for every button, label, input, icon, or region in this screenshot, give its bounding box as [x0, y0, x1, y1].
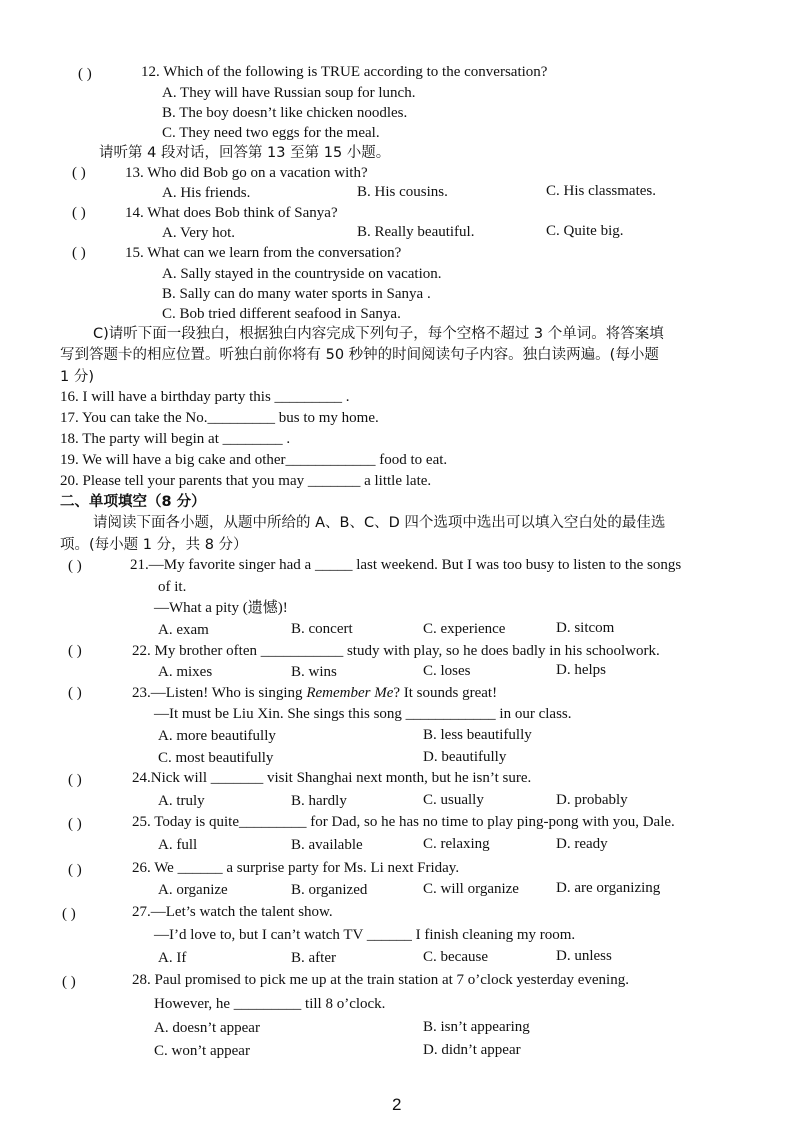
question-26-stem: 26. We ______ a surprise party for Ms. Li next Friday.: [132, 860, 460, 876]
section-2-instruction-line-1: 请阅读下面各小题，从题中所给的 A、B、C、D 四个选项中选出可以填入空白处的最佳选: [93, 515, 666, 531]
q15-option-c: C. Bob tried different seafood in Sanya.: [162, 306, 401, 322]
q22-option-c: C. loses: [423, 663, 471, 679]
part-c-instruction-line-1: C)请听下面一段独白，根据独白内容完成下列句子，每个空格不超过 3 个单词。将答案填: [93, 326, 664, 342]
q28-option-c: C. won’t appear: [154, 1043, 250, 1059]
q21-option-c: C. experience: [423, 621, 506, 637]
question-19: 19. We will have a big cake and other____________ food to eat.: [60, 452, 448, 468]
q24-option-a: A. truly: [158, 793, 205, 809]
q28-option-d: D. didn’t appear: [423, 1042, 521, 1058]
q12-option-b: B. The boy doesn’t like chicken noodles.: [162, 105, 408, 121]
q24-option-c: C. usually: [423, 792, 484, 808]
q13-option-b: B. His cousins.: [357, 184, 448, 200]
question-23-reply: —It must be Liu Xin. She sings this song ____________ in our class.: [154, 706, 572, 722]
answer-bracket-14[interactable]: ( ): [72, 205, 86, 221]
question-15-stem: 15. What can we learn from the conversation?: [125, 245, 402, 261]
answer-bracket-24[interactable]: ( ): [68, 772, 82, 788]
q23-option-d: D. beautifully: [423, 749, 507, 765]
question-17: 17. You can take the No._________ bus to my home.: [60, 410, 379, 426]
question-21-stem-cont: of it.: [158, 579, 187, 595]
q23-option-c: C. most beautifully: [158, 750, 274, 766]
question-23-stem: 23.—Listen! Who is singing Remember Me? It sounds great!: [132, 685, 498, 701]
q28-option-a: A. doesn’t appear: [154, 1020, 260, 1036]
answer-bracket-26[interactable]: ( ): [68, 862, 82, 878]
q26-option-b: B. organized: [291, 882, 368, 898]
question-13-stem: 13. Who did Bob go on a vacation with?: [125, 165, 368, 181]
q26-option-d: D. are organizing: [556, 880, 661, 896]
q21-option-b: B. concert: [291, 621, 353, 637]
q21-option-a: A. exam: [158, 622, 209, 638]
question-28-stem: 28. Paul promised to pick me up at the train station at 7 o’clock yesterday evening.: [132, 972, 629, 988]
q12-option-a: A. They will have Russian soup for lunch.: [162, 85, 416, 101]
answer-bracket-21[interactable]: ( ): [68, 558, 82, 574]
q21-option-d: D. sitcom: [556, 620, 615, 636]
answer-bracket-27[interactable]: ( ): [62, 906, 76, 922]
q26-option-a: A. organize: [158, 882, 228, 898]
q15-option-a: A. Sally stayed in the countryside on vacation.: [162, 266, 442, 282]
question-14-stem: 14. What does Bob think of Sanya?: [125, 205, 338, 221]
answer-bracket-22[interactable]: ( ): [68, 643, 82, 659]
question-21-stem: 21.—My favorite singer had a _____ last weekend. But I was too busy to listen to the songs: [130, 557, 682, 573]
q25-option-d: D. ready: [556, 836, 608, 852]
q27-option-a: A. If: [158, 950, 187, 966]
answer-bracket-12[interactable]: ( ): [78, 66, 92, 82]
answer-bracket-28[interactable]: ( ): [62, 974, 76, 990]
q14-option-c: C. Quite big.: [546, 223, 624, 239]
question-16: 16. I will have a birthday party this _________ .: [60, 389, 350, 405]
q23-option-a: A. more beautifully: [158, 728, 276, 744]
question-20: 20. Please tell your parents that you may _______ a little late.: [60, 473, 432, 489]
answer-bracket-23[interactable]: ( ): [68, 685, 82, 701]
q22-option-d: D. helps: [556, 662, 606, 678]
q25-option-b: B. available: [291, 837, 363, 853]
part-c-instruction-line-2: 写到答题卡的相应位置。听独白前你将有 50 秒钟的时间阅读句子内容。独白读两遍。(每小题: [60, 347, 659, 363]
q26-option-c: C. will organize: [423, 881, 519, 897]
section-2-instruction-line-2: 项。(每小题 1 分，共 8 分）: [60, 537, 248, 553]
q22-option-b: B. wins: [291, 664, 337, 680]
question-27-reply: —I’d love to, but I can’t watch TV ______ I finish cleaning my room.: [154, 927, 576, 943]
page-number: 2: [392, 1095, 402, 1114]
answer-bracket-25[interactable]: ( ): [68, 816, 82, 832]
question-27-stem: 27.—Let’s watch the talent show.: [132, 904, 333, 920]
question-22-stem: 22. My brother often ___________ study with play, so he does badly in his schoolwork.: [132, 643, 660, 659]
section-2-heading: 二、单项填空（8 分）: [60, 494, 206, 510]
q14-option-a: A. Very hot.: [162, 225, 236, 241]
answer-bracket-13[interactable]: ( ): [72, 165, 86, 181]
q22-option-a: A. mixes: [158, 664, 213, 680]
q14-option-b: B. Really beautiful.: [357, 224, 475, 240]
song-title: Remember Me: [306, 685, 394, 701]
question-24-stem: 24.Nick will _______ visit Shanghai next month, but he isn’t sure.: [132, 770, 532, 786]
part-c-instruction-line-3: 1 分): [60, 369, 94, 385]
q25-option-a: A. full: [158, 837, 198, 853]
q13-option-c: C. His classmates.: [546, 183, 656, 199]
question-12-stem: 12. Which of the following is TRUE according to the conversation?: [141, 64, 548, 80]
q27-option-c: C. because: [423, 949, 488, 965]
question-18: 18. The party will begin at ________ .: [60, 431, 291, 447]
q28-option-b: B. isn’t appearing: [423, 1019, 530, 1035]
q24-option-b: B. hardly: [291, 793, 347, 809]
q27-option-b: B. after: [291, 950, 336, 966]
q27-option-d: D. unless: [556, 948, 612, 964]
q15-option-b: B. Sally can do many water sports in Sanya .: [162, 286, 431, 302]
question-25-stem: 25. Today is quite_________ for Dad, so he has no time to play ping-pong with you, Dale.: [132, 814, 675, 830]
q25-option-c: C. relaxing: [423, 836, 490, 852]
question-28-stem-cont: However, he _________ till 8 o’clock.: [154, 996, 386, 1012]
question-21-reply: —What a pity (遗憾)!: [154, 600, 288, 616]
q13-option-a: A. His friends.: [162, 185, 251, 201]
q23-option-b: B. less beautifully: [423, 727, 532, 743]
answer-bracket-15[interactable]: ( ): [72, 245, 86, 261]
q12-option-c: C. They need two eggs for the meal.: [162, 125, 380, 141]
q24-option-d: D. probably: [556, 792, 628, 808]
dialog-4-instruction: 请听第 4 段对话，回答第 13 至第 15 小题。: [99, 145, 391, 161]
